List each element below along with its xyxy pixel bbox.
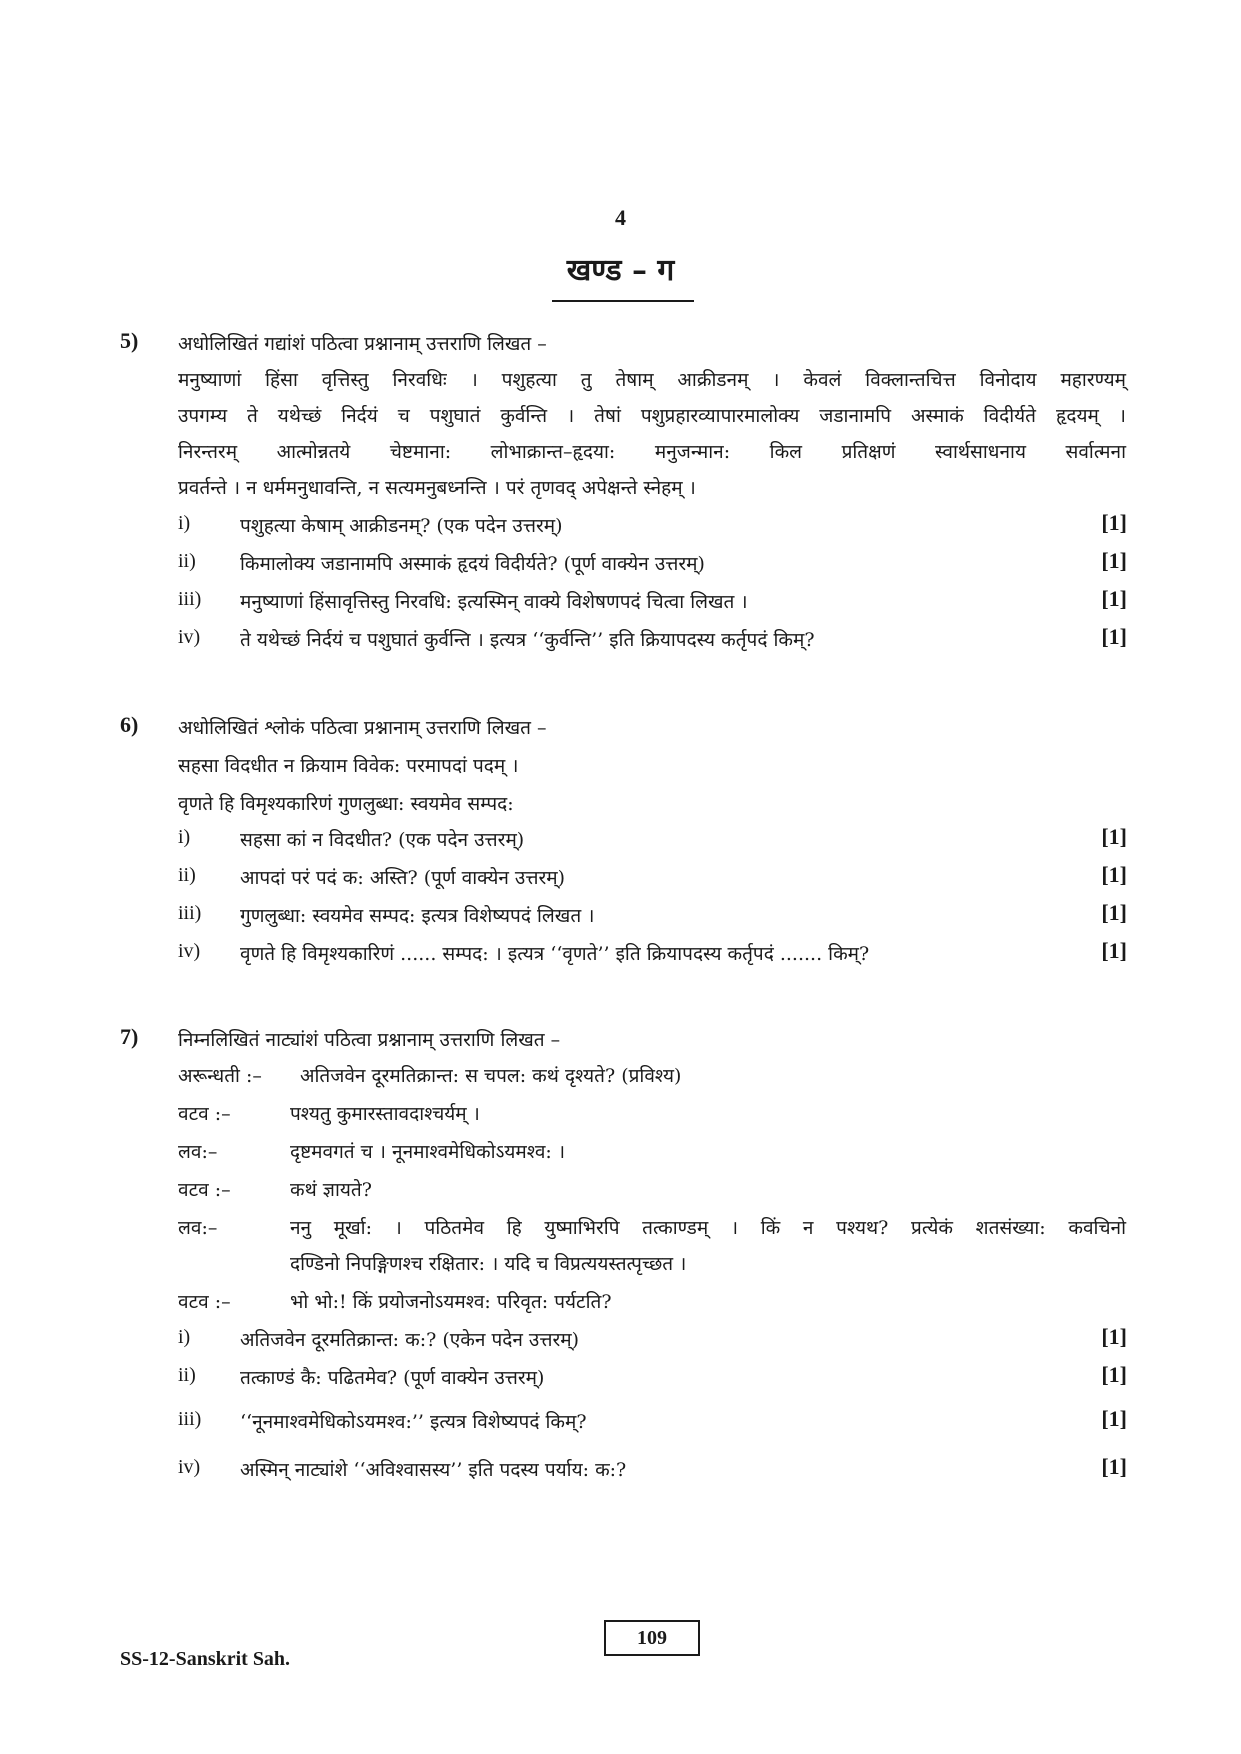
sub-question-label: iii) — [178, 588, 202, 610]
sub-question-label: iv) — [178, 626, 201, 648]
marks: [1] — [1101, 624, 1127, 649]
sub-question-text: गुणलुब्धा: स्वयमेव सम्पद: इत्यत्र विशेष्यपदं लिखत । — [240, 905, 595, 927]
passage-line: प्रवर्तन्ते । न धर्ममनुधावन्ति, न सत्यमनुबध्नन्ति । परं तृणवद् अपेक्षन्ते स्नेहम् । — [178, 477, 696, 499]
passage-line: मनुष्याणां हिंसा वृत्तिस्तु निरवधिः । पशुहत्या तु तेषाम् आक्रीडनम् । केवलं विक्लान्तचित्त विनोदाय महारण्यम् — [178, 369, 1126, 391]
section-title: खण्ड – ग — [566, 253, 675, 288]
marks: [1] — [1101, 862, 1127, 887]
marks: [1] — [1101, 586, 1127, 611]
sub-question-text: ते यथेच्छं निर्दयं च पशुघातं कुर्वन्ति । इत्यत्र ‘‘कुर्वन्ति’’ इति क्रियापदस्य कर्तृपदं किम्? — [240, 629, 815, 651]
sub-question-label: i) — [178, 512, 191, 534]
verse-line: सहसा विदधीत न क्रियाम विवेक: परमापदां पदम् । — [178, 755, 519, 777]
sub-question-text: ‘‘नूनमाश्वमेधिकोऽयमश्व:’’ इत्यत्र विशेष्यपदं किम्? — [240, 1411, 587, 1433]
sub-question-text: सहसा कां न विदधीत? (एक पदेन उत्तरम्) — [240, 829, 525, 851]
sub-question-text: वृणते हि विमृश्यकारिणं ...... सम्पद: । इत्यत्र ‘‘वृणते’’ इति क्रियापदस्य कर्तृपदं ....... किम्? — [240, 943, 870, 965]
dialogue-speaker: वटव :– — [178, 1179, 231, 1201]
sub-question-label: iii) — [178, 902, 202, 924]
marks: [1] — [1101, 548, 1127, 573]
verse-line: वृणते हि विमृश्यकारिणं गुणलुब्धा: स्वयमेव सम्पद: — [178, 793, 514, 815]
sub-question-text: तत्काण्डं कै: पढितमेव? (पूर्ण वाक्येन उत्तरम्) — [240, 1367, 545, 1389]
marks: [1] — [1101, 824, 1127, 849]
marks: [1] — [1101, 1324, 1127, 1349]
marks: [1] — [1101, 938, 1127, 963]
paper-code: SS-12-Sanskrit Sah. — [120, 1648, 291, 1670]
page-number: 4 — [615, 205, 626, 230]
passage-line: निरन्तरम् आत्मोन्नतये चेष्टमाना: लोभाक्रान्त–हृदया: मनुजन्मान: किल प्रतिक्षणं स्वार्थसाधनाय सर्वात्मना — [178, 441, 1126, 463]
marks: [1] — [1101, 1454, 1127, 1479]
dialogue-line: भो भो:! किं प्रयोजनोऽयमश्व: परिवृत: पर्यटति? — [290, 1291, 612, 1313]
sub-question-text: अतिजवेन दूरमतिक्रान्त: क:? (एकेन पदेन उत्तरम्) — [240, 1329, 579, 1351]
question-instruction: निम्नलिखितं नाट्यांशं पठित्वा प्रश्नानाम् उत्तराणि लिखत – — [178, 1029, 561, 1051]
sub-question-text: आपदां परं पदं क: अस्ति? (पूर्ण वाक्येन उत्तरम्) — [240, 867, 566, 889]
sub-question-label: iv) — [178, 1456, 201, 1478]
sub-question-text: किमालोक्य जडानामपि अस्माकं हृदयं विदीर्यते? (पूर्ण वाक्येन उत्तरम्) — [240, 553, 705, 575]
sub-question-text: अस्मिन् नाट्यांशे ‘‘अविश्वासस्य’’ इति पदस्य पर्याय: क:? — [240, 1459, 627, 1481]
dialogue-line: कथं ज्ञायते? — [290, 1179, 372, 1201]
dialogue-speaker: लव:– — [178, 1217, 218, 1239]
dialogue-line: दण्डिनो निपङ्गिणश्च रक्षितार: । यदि च विप्रत्ययस्तत्पृच्छत । — [290, 1253, 687, 1275]
question-instruction: अधोलिखितं गद्यांशं पठित्वा प्रश्नानाम् उत्तराणि लिखत – — [178, 333, 547, 355]
passage-line: उपगम्य ते यथेच्छं निर्दयं च पशुघातं कुर्वन्ति । तेषां पशुप्रहारव्यापारमालोक्य जडानामपि अस्माकं विदीर्यते हृदयम् । — [178, 405, 1126, 427]
sub-question-label: iv) — [178, 940, 201, 962]
dialogue-speaker: वटव :– — [178, 1103, 231, 1125]
section-title-underline — [552, 300, 694, 302]
dialogue-speaker: वटव :– — [178, 1291, 231, 1313]
dialogue-line: पश्यतु कुमारस्तावदाश्चर्यम् । — [290, 1103, 480, 1125]
sub-question-label: iii) — [178, 1408, 202, 1430]
sub-question-label: i) — [178, 826, 191, 848]
sub-question-label: ii) — [178, 864, 196, 886]
sub-question-label: ii) — [178, 550, 196, 572]
marks: [1] — [1101, 510, 1127, 535]
question-number: 5) — [120, 328, 139, 353]
dialogue-line: दृष्टमवगतं च । नूनमाश्वमेधिकोऽयमश्व: । — [290, 1141, 566, 1163]
question-number: 7) — [120, 1024, 139, 1049]
marks: [1] — [1101, 1406, 1127, 1431]
sub-question-text: मनुष्याणां हिंसावृत्तिस्तु निरवधि: इत्यस्मिन् वाक्ये विशेषणपदं चित्वा लिखत । — [240, 591, 748, 613]
footer-page-number: 109 — [604, 1620, 700, 1656]
dialogue-speaker: लव:– — [178, 1141, 218, 1163]
sub-question-label: ii) — [178, 1364, 196, 1386]
sub-question-text: पशुहत्या केषाम् आक्रीडनम्? (एक पदेन उत्तरम्) — [240, 515, 563, 537]
question-instruction: अधोलिखितं श्लोकं पठित्वा प्रश्नानाम् उत्तराणि लिखत – — [178, 717, 547, 739]
marks: [1] — [1101, 900, 1127, 925]
dialogue-line: ननु मूर्खा: । पठितमेव हि युष्माभिरपि तत्काण्डम् । किं न पश्यथ? प्रत्येकं शतसंख्या: कवचिनो — [290, 1217, 1126, 1239]
dialogue-speaker: अरून्धती :– — [178, 1065, 262, 1087]
marks: [1] — [1101, 1362, 1127, 1387]
sub-question-label: i) — [178, 1326, 191, 1348]
question-number: 6) — [120, 712, 139, 737]
dialogue-line: अतिजवेन दूरमतिक्रान्त: स चपल: कथं दृश्यते? (प्रविश्य) — [300, 1065, 682, 1087]
